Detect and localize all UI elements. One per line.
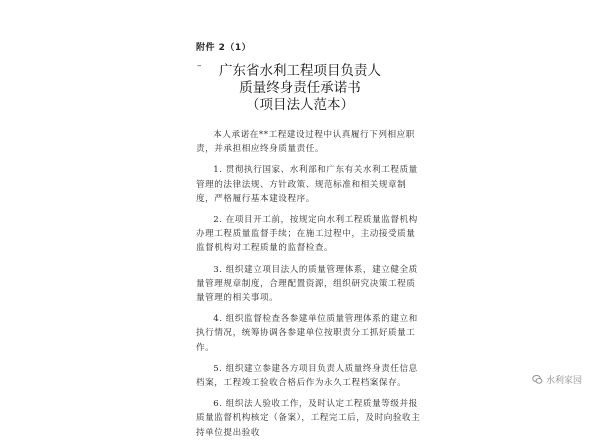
watermark-text: 水利家园 — [545, 376, 582, 386]
document-title-line-1: 广东省水利工程项目负责人 — [219, 63, 381, 79]
paragraph-item-6: 6. 组织法人验收工作，及时认定工程质量等级并报质量监督机构核定（备案），工程完工后，及时向验收主持单位提出验收 — [196, 399, 421, 438]
paragraph-item-1: 1. 贯彻执行国家、水利部和广东有关水利工程质量管理的法律法规、方针政策、规范标准和相关规章制度，严格履行基本建设程序。 — [196, 165, 418, 204]
wechat-icon — [532, 374, 543, 385]
document-subtitle: （项目法人范本） — [246, 97, 354, 113]
paragraph-intro: 本人承诺在**工程建设过程中认真履行下列相应职责，并承担相应终身质量责任。 — [196, 130, 415, 155]
paragraph-item-5: 5. 组织建立参建各方项目负责人质量终身责任信息档案，工程竣工验收合格后作为永久工程档案保存。 — [196, 363, 418, 389]
paragraph-item-4: 4. 组织监督检查各参建单位质量管理体系的建立和执行情况，统筹协调各参建单位按职责分工抓好质量工作。 — [196, 314, 418, 353]
watermark — [532, 373, 582, 386]
dash-mark: – — [197, 61, 202, 71]
paragraph-item-2: 2. 在项目开工前，按规定向水利工程质量监督机构办理工程质量监督手续；在施工过程中，主动接受质量监督机构对工程质量的监督检查。 — [196, 215, 418, 254]
paragraph-item-3: 3. 组织建立项目法人的质量管理体系，建立健全质量管理规章制度，合理配置资源，组织研究决策工程质量管理的相关事项。 — [196, 264, 418, 304]
document-title-line-2: 质量终身责任承诺书 — [239, 80, 361, 96]
attachment-label: 附件 2（1） — [196, 43, 252, 53]
document-body — [196, 128, 421, 447]
